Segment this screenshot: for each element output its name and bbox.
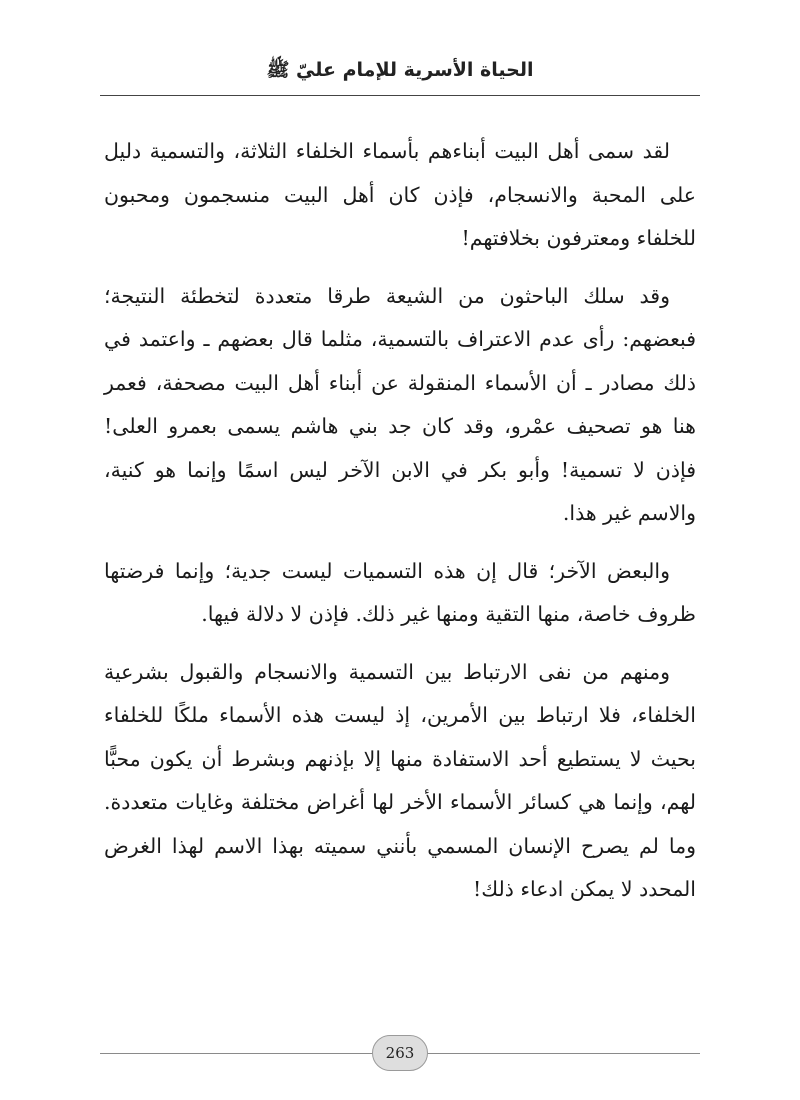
- paragraph-3: والبعض الآخر؛ قال إن هذه التسميات ليست جدية؛ وإنما فرضتها ظروف خاصة، منها التقية ومنها غير ذلك. فإذن لا دلالة فيها.: [104, 558, 696, 626]
- page-number: 263: [372, 1035, 428, 1071]
- paragraph-4: ومنهم من نفى الارتباط بين التسمية والانسجام والقبول بشرعية الخلفاء، فلا ارتباط بين الأمرين، إذ ليست هذه الأسماء ملكًا للخلفاء بحيث لا يستطيع أحد الاستفادة منها إلا بإذنهم وبشرط أن يكون محبًّا لهم، وإنما هي كسائر الأسماء الأخر لها أغراض مختلفة وغايات متعددة. وما لم يصرح الإنسان المسمي بأنني سميته بهذا الاسم لهذا الغرض المحدد لا يمكن ادعاء ذلك!: [104, 659, 696, 901]
- body-text: [104, 130, 696, 926]
- paragraph-2: وقد سلك الباحثون من الشيعة طرقا متعددة لتخطئة النتيجة؛ فبعضهم: رأى عدم الاعتراف بالتسمية، مثلما قال بعضهم ـ واعتمد في ذلك مصادر ـ أن الأسماء المنقولة عن أبناء أهل البيت مصحفة، فعمر هنا هو تصحيف عمْرو، وقد كان جد بني هاشم يسمى بعمرو العلى! فإذن لا تسمية! وأبو بكر في الابن الآخر ليس اسمًا وإنما هو كنية، والاسم غير هذا.: [104, 283, 696, 525]
- header-divider: [100, 95, 700, 96]
- paragraph-1: لقد سمى أهل البيت أبناءهم بأسماء الخلفاء الثلاثة، والتسمية دليل على المحبة والانسجام، فإذن كان أهل البيت منسجمون ومحبون للخلفاء ومعترفون بخلافتهم!: [104, 139, 696, 250]
- running-header-title: الحياة الأسرية للإمام عليّ ﷺ: [266, 59, 534, 81]
